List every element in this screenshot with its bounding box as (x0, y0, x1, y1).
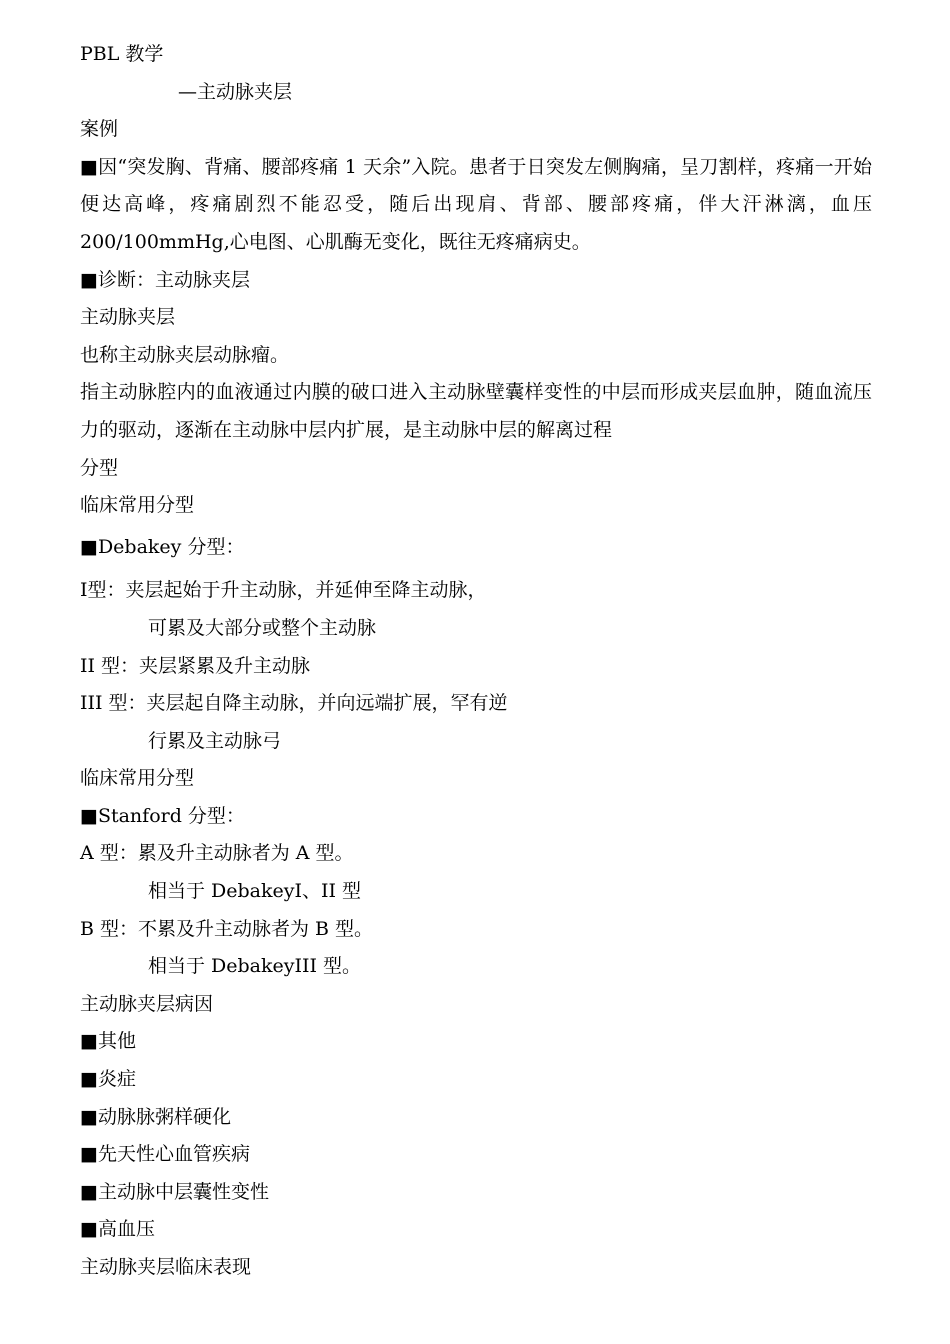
etiology-item: ■炎症 (80, 1068, 136, 1091)
debakey-type-2: II 型：夹层紧累及升主动脉 (80, 654, 311, 677)
case-paragraph: ■因“突发胸、背痛、腰部疼痛 1 天余”入院。患者于日突发左侧胸痛，呈刀割样，疼痛一开始便达高峰，疼痛剧烈不能忍受，随后出现肩、背部、腰部疼痛，伴大汗淋漓，血压 200/100mmHg,心电图、心肌酶无变化，既往无疼痛病史。 (80, 155, 872, 253)
stanford-type-a-continued: 相当于 DebakeyⅠ、II 型 (148, 880, 362, 903)
etiology-item: ■先天性心血管疾病 (80, 1143, 250, 1166)
definition-alias: 也称主动脉夹层动脉瘤。 (80, 343, 290, 366)
etiology-item: ■主动脉中层囊性变性 (80, 1180, 269, 1203)
etiology-item: ■动脉脉粥样硬化 (80, 1105, 231, 1128)
stanford-type-a: A 型：累及升主动脉者为 A 型。 (80, 842, 354, 865)
etiology-item: ■其他 (80, 1030, 136, 1053)
document-subtitle: —主动脉夹层 (178, 80, 293, 103)
clinical-manifestation-heading: 主动脉夹层临床表现 (80, 1256, 252, 1278)
debakey-type-3: III 型：夹层起自降主动脉，并向远端扩展，罕有逆 (80, 692, 508, 715)
classification-heading: 分型 (80, 456, 119, 479)
document-page (80, 36, 880, 1287)
debakey-type-1-continued: 可累及大部分或整个主动脉 (148, 616, 377, 639)
etiology-heading: 主动脉夹层病因 (80, 992, 214, 1015)
diagnosis-line: ■诊断：主动脉夹层 (80, 268, 250, 291)
debakey-type-3-continued: 行累及主动脉弓 (148, 729, 282, 752)
debakey-heading: ■Debakey 分型： (80, 535, 245, 558)
stanford-type-b: B 型：不累及升主动脉者为 B 型。 (80, 917, 374, 940)
clinical-types-heading: 临床常用分型 (80, 767, 195, 790)
case-heading: 案例 (80, 118, 119, 141)
clinical-types-heading: 临床常用分型 (80, 494, 195, 517)
etiology-item: ■高血压 (80, 1218, 155, 1241)
document-title: PBL 教学 (80, 43, 164, 65)
definition-paragraph: 指主动脉腔内的血液通过内膜的破口进入主动脉壁囊样变性的中层而形成夹层血肿，随血流压力的驱动，逐渐在主动脉中层内扩展，是主动脉中层的解离过程 (80, 381, 872, 441)
definition-heading: 主动脉夹层 (80, 306, 176, 329)
stanford-heading: ■Stanford 分型： (80, 804, 245, 827)
stanford-type-b-continued: 相当于 DebakeyIII 型。 (148, 955, 362, 978)
debakey-type-1: Ⅰ型：夹层起始于升主动脉，并延伸至降主动脉， (80, 579, 487, 602)
